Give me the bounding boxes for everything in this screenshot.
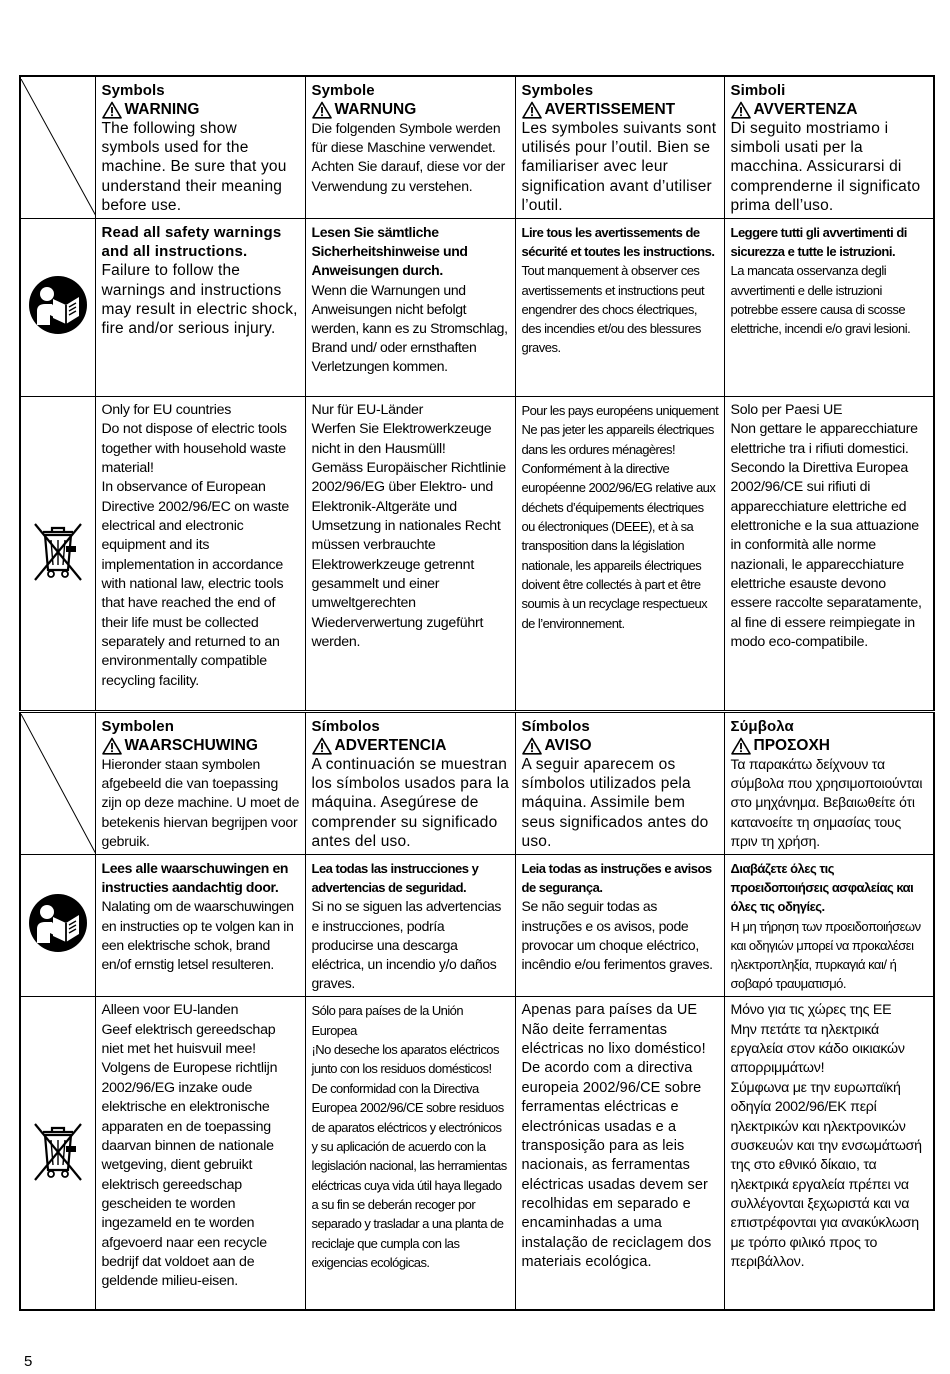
eu-directive-text: Σύμφωνα με την ευρωπαϊκή οδηγία 2002/96/ΕΚ περί ηλεκτρικών και ηλεκτρονικών συσκευών και την ενσωμάτωσή της στο εθνικό δίκαιο, τα ηλεκτρικά εργαλεία πρέπει να συλλέγονται ξεχωριστά και να επιστρέφονται για ανακύκλωση με τρόπο φιλικό προς το περιβάλλον. — [730, 1079, 922, 1270]
lang-cell-de — [305, 219, 515, 397]
warning-label: WAARSCHUWING — [102, 736, 300, 755]
symbols-header-row — [20, 712, 934, 855]
lang-cell-pt — [515, 997, 724, 1310]
diagonal-line-icon — [21, 714, 95, 854]
warning-label: ADVERTENCIA — [312, 736, 510, 755]
read-warnings-heading: Leia todas as instruções e avisos de segurança. — [521, 861, 712, 896]
eu-directive-text: Conformément à la directive européenne 2002/96/EG relative aux déchets d’équipements électriques ou électroniques (DEEE), et à sa transposition dans la législation nationale, les appareils électriques doivent être collectés à part et être soumis à un recyclage respectueux de l’environnement. — [521, 461, 716, 631]
read-warnings-text: La mancata osservanza degli avvertimenti e delle istruzioni potrebbe essere causa di scosse elettriche, incendi e/o gravi lesioni. — [730, 263, 911, 337]
symbols-heading: Symbolen — [101, 718, 174, 736]
eu-only-label: Μόνο για τις χώρες της ΕΕ — [730, 1002, 892, 1019]
read-warnings-text: Se não seguir todas as instruções e os avisos, pode provocar um choque eléctrico, incêndio e/ou ferimentos graves. — [521, 898, 713, 973]
warning-label: AVISO — [522, 736, 719, 755]
symbols-header-row — [20, 76, 934, 219]
weee-symbol-cell — [20, 997, 95, 1310]
read-manual-row — [20, 219, 934, 397]
lang-cell-es — [305, 855, 515, 997]
lang-cell-es — [305, 712, 515, 855]
warning-triangle-icon — [522, 101, 542, 119]
warning-label: AVVERTENZA — [731, 100, 929, 119]
lang-cell-el — [724, 997, 934, 1310]
read-manual-icon — [28, 275, 88, 335]
warning-triangle-icon — [102, 737, 122, 755]
warning-triangle-icon — [312, 101, 332, 119]
eu-dispose-warning: Werfen Sie Elektrowerkzeuge nicht in den Hausmüll! — [311, 421, 492, 457]
eu-dispose-warning: Do not dispose of electric tools together with household waste material! — [101, 421, 287, 477]
lang-cell-it — [724, 76, 934, 219]
read-warnings-text: Tout manquement à observer ces avertissements et instructions peut engendrer des chocs électriques, des incendies et/ou des blessures graves. — [521, 263, 705, 356]
read-manual-symbol-cell — [20, 219, 95, 397]
warning-triangle-icon — [522, 737, 542, 755]
warning-label: AVERTISSEMENT — [522, 100, 719, 119]
page-number: 5 — [24, 1353, 33, 1370]
read-warnings-heading: Lea todas las instrucciones y advertencias de seguridad. — [311, 861, 479, 896]
symbols-intro-text: A continuación se muestran los símbolos usados para la máquina. Asegúrese de comprender su significado antes del uso. — [311, 756, 510, 850]
symbols-intro-text: A seguir aparecem os símbolos utilizados pela máquina. Assimile bem seus significados antes do uso. — [521, 756, 709, 850]
lang-cell-en — [95, 219, 305, 397]
symbols-heading: Symbols — [101, 82, 165, 99]
eu-dispose-warning: Geef elektrisch gereedschap niet met het huisvuil mee! — [101, 1021, 276, 1058]
symbols-heading: Simboli — [730, 82, 786, 99]
eu-dispose-warning: Ne pas jeter les appareils électriques dans les ordures ménagères! — [521, 422, 714, 457]
lang-cell-de — [305, 397, 515, 712]
symbols-intro-text: Τα παρακάτω δείχνουν τα σύμβολα που χρησιμοποιούνται στο μηχάνημα. Βεβαιωθείτε ότι κατανοείτε τη σημασίας τους πριν τη χρήση. — [730, 756, 923, 849]
lang-cell-nl — [95, 855, 305, 997]
eu-only-label: Alleen voor EU-landen — [101, 1002, 239, 1019]
eu-dispose-warning: Não deite ferramentas eléctricas no lixo doméstico! — [521, 1021, 706, 1058]
symbols-intro-text: Les symboles suivants sont utilisés pour l’outil. Bien se familiariser avec leur signification avant d’utiliser l’outil. — [521, 120, 717, 214]
read-manual-symbol-cell — [20, 855, 95, 997]
symbols-heading: Symboles — [521, 82, 594, 99]
lang-cell-pt — [515, 855, 724, 997]
lang-cell-en — [95, 397, 305, 712]
eu-directive-text: In observance of European Directive 2002/96/EC on waste electrical and electronic equipment and its implementation in accordance with national law, electric tools that have reached the end of their life must be collected separately and returned to an environmentally compatible recycling facility. — [101, 479, 290, 689]
lang-cell-nl — [95, 997, 305, 1310]
lang-cell-el — [724, 712, 934, 855]
eu-disposal-row — [20, 397, 934, 712]
warning-triangle-icon — [102, 101, 122, 119]
eu-directive-text: Secondo la Direttiva Europea 2002/96/CE sui rifiuti di apparecchiature elettriche ed elettroniche e la sua attuazione in conformità alle norme nazionali, le apparecchiature elettriche esauste devono essere raccolte separatamente, al fine di essere reimpiegate in modo eco-compatibile. — [730, 460, 922, 651]
crossed-bin-icon — [32, 1118, 84, 1184]
eu-directive-text: Gemäss Europäischer Richtlinie 2002/96/EG über Elektro- und Elektronik-Altgeräte und Umsetzung in nationales Recht müssen verbrauchte Elektrowerkzeuge getrennt gesammelt und einer umweltgerechten Wiederverwertung zugeführt werden. — [311, 460, 506, 651]
symbols-heading: Σύμβολα — [730, 718, 794, 736]
eu-directive-text: De acordo com a directiva europeia 2002/96/CE sobre ferramentas eléctricas e electrónicas usadas e a transposição para as leis nacionais, as ferramentas eléctricas usadas devem ser recolhidas em separado e encaminhadas a uma instalação de reciclagem dos materiais ecológica. — [521, 1060, 712, 1270]
eu-only-label: Pour les pays européens uniquement — [521, 403, 719, 419]
symbols-intro-text: The following show symbols used for the machine. Be sure that you understand their meaning before use. — [101, 120, 287, 214]
read-warnings-heading: Read all safety warnings and all instructions. — [101, 224, 282, 261]
read-warnings-text: Wenn die Warnungen und Anweisungen nicht befolgt werden, kann es zu Stromschlag, Brand und/ oder ernsthaften Verletzungen kommen. — [311, 281, 508, 375]
weee-symbol-cell — [20, 397, 95, 712]
read-manual-row — [20, 855, 934, 997]
lang-cell-fr — [515, 397, 724, 712]
eu-only-label: Apenas para países da UE — [521, 1002, 698, 1019]
eu-only-label: Sólo para países de la Unión Europea — [311, 1003, 464, 1038]
eu-directive-text: Volgens de Europese richtlijn 2002/96/EG inzake oude elektrische en elektronische apparaten en de toepassing daarvan binnen de nationale wetgeving, dient gebruikt elektrisch gereedschap gescheiden te worden ingezameld en te worden afgevoerd naar een recycle bedrijf dat voldoet aan de geldende milieu-eisen. — [101, 1060, 278, 1290]
read-warnings-text: Nalating om de waarschuwingen en instructies op te volgen kan in een elektrische schok, brand en/of ernstig letsel resulteren. — [101, 898, 294, 973]
eu-only-label: Only for EU countries — [101, 402, 232, 419]
lang-cell-it — [724, 397, 934, 712]
eu-only-label: Nur für EU-Länder — [311, 402, 424, 419]
eu-dispose-warning: Μην πετάτε τα ηλεκτρικά εργαλεία στον κάδο οικιακών απορριμμάτων! — [730, 1021, 905, 1077]
symbols-heading: Símbolos — [521, 718, 590, 736]
crossed-bin-icon — [32, 518, 84, 584]
eu-directive-text: De conformidad con la Directiva Europea 2002/96/CE sobre residuos de aparatos eléctricos y electrónicos y su aplicación de acuerdo con la legislación nacional, las herramientas eléctricas cuya vida útil haya llegado a su fin se deberán recoger por separado y trasladar a una planta de reciclaje que cumpla con las exigencias ecológicas. — [311, 1080, 507, 1270]
read-warnings-heading: Lesen Sie sämtliche Sicherheitshinweise und Anweisungen durch. — [311, 224, 468, 279]
empty-symbol-cell — [20, 76, 95, 219]
diagonal-line-icon — [21, 79, 95, 216]
read-warnings-heading: Leggere tutti gli avvertimenti di sicurezza e tutte le istruzioni. — [730, 225, 907, 260]
lang-cell-el — [724, 855, 934, 997]
lang-cell-pt — [515, 712, 724, 855]
lang-cell-it — [724, 219, 934, 397]
read-manual-icon — [28, 893, 88, 953]
warning-triangle-icon — [731, 737, 751, 755]
symbols-heading: Symbole — [311, 82, 375, 99]
lang-cell-de — [305, 76, 515, 219]
eu-only-label: Solo per Paesi UE — [730, 402, 843, 419]
symbols-heading: Símbolos — [311, 718, 380, 736]
symbols-intro-text: Die folgenden Symbole werden für diese Maschine verwendet. Achten Sie darauf, diese vor der Verwendung zu verstehen. — [311, 120, 506, 194]
lang-cell-nl — [95, 712, 305, 855]
read-warnings-text: Failure to follow the warnings and instructions may result in electric shock, fire and/or serious injury. — [101, 262, 298, 338]
symbols-intro-text: Di seguito mostriamo i simboli usati per la macchina. Assicurarsi di comprenderne il significato prima dell’uso. — [730, 120, 921, 214]
read-warnings-text: Si no se siguen las advertencias e instrucciones, podría producirse una descarga eléctrica, un incendio y/o daños graves. — [311, 898, 502, 992]
lang-cell-es — [305, 997, 515, 1310]
warning-triangle-icon — [731, 101, 751, 119]
warning-label: ΠΡΟΣΟΧΗ — [731, 736, 929, 755]
read-warnings-heading: Lees alle waarschuwingen en instructies aandachtig door. — [101, 860, 289, 896]
warning-label: WARNING — [102, 100, 300, 119]
read-warnings-text: Η μη τήρηση των προειδοποιήσεων και οδηγιών μπορεί να προκαλέσει ηλεκτροπληξία, πυρκαγιά και/ ή σοβαρό τραυματισμό. — [730, 918, 921, 992]
read-warnings-heading: Διαβάζετε όλες τις προειδοποιήσεις ασφαλείας και όλες τις οδηγίες. — [730, 861, 914, 915]
warning-label: WARNUNG — [312, 100, 510, 119]
empty-symbol-cell — [20, 712, 95, 855]
eu-disposal-row — [20, 997, 934, 1310]
warning-triangle-icon — [312, 737, 332, 755]
eu-dispose-warning: Non gettare le apparecchiature elettriche tra i rifiuti domestici. — [730, 421, 918, 457]
read-warnings-heading: Lire tous les avertissements de sécurité et toutes les instructions. — [521, 225, 715, 260]
lang-cell-en — [95, 76, 305, 219]
lang-cell-fr — [515, 76, 724, 219]
eu-dispose-warning: ¡No deseche los aparatos eléctricos junto con los residuos domésticos! — [311, 1042, 499, 1077]
lang-cell-fr — [515, 219, 724, 397]
symbols-intro-text: Hieronder staan symbolen afgebeeld die van toepassing zijn op deze machine. U moet de betekenis hiervan begrijpen voor gebruik. — [101, 756, 300, 849]
symbols-table — [19, 75, 935, 1311]
